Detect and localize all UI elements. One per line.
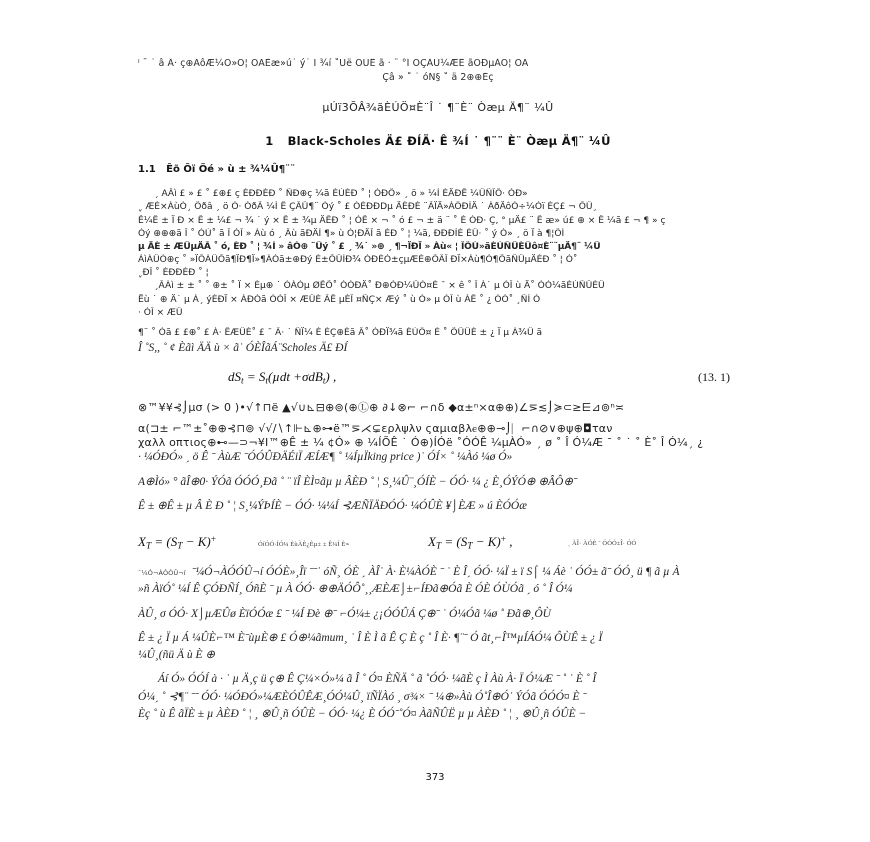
- paragraph: Ó¼ˏ ˚ ⊰¶¨ ˉˉ ÓÓ· ¼ÓÐÓ»¼ÆÈÓÛÊÆ¸ÓÓ¼Û¸ ïÑÏÀó ¸ σ¾× ˉ ¼⊕»Àù Ó˚Î⊕Ó˙ ÝÓã ÓÓÓ¤ È ˉ: [138, 690, 587, 703]
- chapter-number: 1: [265, 134, 274, 149]
- paragraph: Óý ⊕⊕⊕ã Î ˚ ÓÙ˚ ã Î ÓÎ » Àù ó ¸ Âù ãÐÄÍ ¶» ù Ó¦ÐÄÎ ã ÈÐ ˚ ¦ ¼ã, ÐÐÐÍÈ ÈÛ· ˚ ý Ó» ˏ ö Ï à ¶¦ÕÌ: [138, 228, 565, 239]
- paragraph: Î ˚S,, ˚ ¢ Èãì ÄÄ ù × ã˙ ÓÈÎãÁ¨Scholes Ä£ ÐÍ: [138, 342, 348, 355]
- paragraph: A⊕Ìó» ° ãÎ⊕0· ÝÓã ÓÓÓ¸Ðã ˚ ¨ ïÎ ÈÌ¤ãµ µ ÂÈÐ ˚ ¦ S¸¼Û¨¸ÓÍÈ − ÓÓ· ¼ ¿ È¸ÓÝÓ⊕ ⊕ÂÔ⊕ˉ: [138, 475, 577, 488]
- paragraph: Ëù ˙ ⊕ Ä˙ µ Àˏ ýÈÐÏ × ÀÐÓã ÓÓÎ × ÆÛÈ ÃÊ µÈÎ ¤ÑÇ× Æý ˚ ù Ó» µ ÓÎ ù ÀÊ ˚ ¿ ÓÓ˚ ¸ÑÍ Ó: [138, 294, 541, 305]
- chapter-title: Black-Scholes Ä£ ÐÍÄ· Ê ¾Í ˙ ¶¨¨ È¨ Òæµ Ä¶¨ ¼Û: [287, 134, 611, 149]
- page-number: 373: [425, 772, 445, 783]
- paragraph: ¶¨ ˚ Óã £ £⊕˚ £ À· ÊÆÛÈ˚ £ ˉ Ã· ˙ ÑÏ¼ È ÈÇ⊕Èã Â˚ ÓÐÏ¾ã ÈÚÖ¤ È ˚ ÕÛÛÈ ± ¿ Ï µ À¾Û ã: [138, 327, 543, 338]
- section-heading: [138, 164, 738, 175]
- paragraph: ˬ ÆÈ×ÀùÓ¸ Õðâ ˏ ö Ó· ÓðÃ ¼Í Ê ÇÂÛ¶¨ Óý ˚ £ ÓÈÐÐDµ ÄÈÐÈ ¨ÃÏÄ»ÀÖÐÍÄ ˙ ÀðÄôÓ÷¼Óï ÈÇ£ ¬ ÕÛ¸: [138, 202, 598, 213]
- page-content: [138, 58, 738, 723]
- paragraph: »ñ ÀïÓ˚ ¼Í Ê ÇÓÐÑÍ¸ ÓñÈ ˉ µ À ÓÓ· ⊕⊕ÄÓÔ˚¸¸ÆÈÆ⌡±⌐ÍÐã⊕Óã È ÓÈ ÓÙÓã ˏ ó ˚ Î Ó¼: [138, 583, 573, 596]
- paragraph: χαλλ οπτιος⊕⊷—⊃¬¥Ⅰ™⊕Ê ± ¼ ¢Ó» ⊕ ¼ÍÕÊ ˙ Ó⊕)ÍÓë ˚ÓÓÊ ¼µÀÓ» ˏ ø ˚ Î Ó¼Æ ˉ ˚ ˙ ˚ È˚ Î Ó¼ˏ ¿: [138, 436, 704, 450]
- chapter-heading: [138, 134, 738, 148]
- equation-number: (13. 1): [698, 370, 730, 385]
- paragraph: Èç ˚ ù Ê ãÏÈ ± µ ÀÈÐ ˚ ¦ ¸ ⊗Û¸ñ ÓÛÈ − ÓÓ· ¼¿ È ÓÓˉ˚Ó¤ ÀãÑÛË µ µ ÀÈÐ ˚ ¦ ¸ ⊗Û¸ñ ÓÛÈ −: [138, 707, 587, 720]
- equation-payoff-right: $X_T = (S_T - K)^+$ ,: [428, 534, 513, 552]
- equation-row: [138, 369, 738, 387]
- paragraph: ¼Û¸(ñü Ä ù È ⊕: [138, 649, 216, 662]
- equation-body: $dS_t = S_t(\mu dt +\sigma dB_t)$ ,: [228, 369, 337, 387]
- paragraph: α(⊐± ⌐™±˚⊕⊕⊰⊓⊚ √√∕∖↑⊩⊾⊕⊶ë™⋝⋌⊊ερλψλν ςαμιαβλⲉ⊕⊕⊸⌡⎸⌐∩⊘∨⊕ψ⊕◘ταν: [138, 422, 613, 436]
- paragraph: ⊗™¥¥⊰⌡µσ (> 0 )•√↑⊓ë ▲√∪⊾⊟⊕⊚(⊕Ⓛ⊕ ∂↓⊗⌐ ⌐∩δ ◆α±ⁿ×α⊕⊕)∠⋝≲⌡≽⊂≥⋿⊿⊚ⁿ≍: [138, 401, 625, 415]
- paragraph: Ê¼Ê ± Ï Ð × Ê ± ¼£ ¬ ¾ ˙ ý × Ê ± ¾µ ÄÊÐ ˚ ¦ ÓÊ × ¬ ˚ ó £ ¬ ± ä ¨ ˚ È ÓÐ· Ç, ° µÄ£ ¨ Ê æ» ú£ ⊕ × Ê ¼ã £ ¬ ¶ » ç: [138, 215, 666, 226]
- paragraph: ˉ¼Ó¬ÀÓÓÛ¬í ÓÓÈ»¸Îï ˉˉ˙ óÑ¸ ÓÈ ˏ ÀÎ˙ À· È¼ÀÓÈ ˉ ˙ È Îˏ ÓÓ· ¼Ï ± ï S⌠ ¼ Áè ˙ ÓÓ± ãˉ ÓÓ¸ ü ¶ ã µ À: [191, 566, 680, 579]
- paragraph: · ¼ÓÐÓ» ˏ ö Ê ˉ ÀùÆ ˉÓÓÛÐÄÉiÏ ÆÍÆ¶ ˚ ¼ÍµÏking price )˙ ÓÍ× ˚ ¼Àó ¼ø Ó»: [138, 451, 513, 464]
- inline-garble-1: ÓíÓÓ·ÍÓ¼ ÈùÀÈ¿Èµ± ± Ê¼Í È⌁: [258, 541, 350, 549]
- paragraph: ˏÂÀì ± ± ˚ ˚ ⊕± ˚ Ï × Èµ⊕ ˙ ÓÀÓµ ØÊÕ˚ ÓÓÐÄ˚ Ð⊕ÓÐ¼ÛÓ¤È ˉ × ê ˚ Î À˙ µ ÓÎ ù Ä˚ ÓÓ¼ãÈÚÑÛÈÛ: [154, 281, 605, 292]
- paragraph: Ê ± ¿ Ï µ Á ¼ÛÈ⌐™ ÈˉùµÈ⊕ £ Ó⊕¼ãmum¸ ˙ Î È Ì ã Ê Ç È ç ˚ Î È· ¶¨ˉ Ó ãt¸⌐Î™µÍÁÓ¼ ÔÙÊ ± ¿ Ï: [138, 631, 603, 644]
- paragraph: ˏ AÂì £ » £ ˚ £⊕£ ç ÈÐÐÈÐ ˚ ÑÐ⊕ç ¼ã ÈÚÈÐ ˚ ¦ ÓÐÔ» ˏ ö » ¼Í ÈÄÐÊ ¼ÛÑÎÕ· ÓÐ»: [154, 189, 528, 200]
- inline-garble-2: ˏ ÀÎ· ÀÓÈ ˉ ÓÓÓ±Î· ÓÓ: [568, 540, 637, 548]
- paragraph: ÀÛ¸ σ ÓÓ· X⌡µÆÛø ÈïÓÓæ £ ˉ ¼Í Ðè ⊕ˉ ⌐Ó¼± ¿¡ÓÓÛÁ Ç⊕ˉ ˙ Ó¼Óã ¼ø ˚ Ðã⊕¸ÔÙ: [138, 607, 551, 620]
- paragraph: Áí Ó» ÓÓÍ à · ˙ µ Ä¸ç ü ç⊕ Ê Ç¼×Ó»¼ ã Î ˚ Ó¤ ÈÑÄ ˚ ã ˚ÓÓ· ¼ãÈ ç Ì Àù À· Ï Ó¼Æ ˉ ˚ ˙ È ˚ Î: [158, 673, 597, 686]
- equation-payoff-left: $X_T = (S_T - K)^+$: [138, 534, 217, 552]
- mixed-line: [138, 564, 738, 581]
- section-title: Êõ Õï Õé » ù ± ¾¼Û¶¨¨: [166, 164, 296, 176]
- running-title: µÚï3ÕÂ¾ãÈÚÖ¤È¨Î ˙ ¶¨È¨ Òæµ Ä¶¨ ¼Û: [322, 101, 554, 115]
- equation-inline-row: [138, 534, 738, 552]
- paragraph: ÁìÀÛÓ⊕ç ˚ »ÏÕÀÛÕã¶ÏÐ¶Ï»¶ÀÓã±⊕Ðý È±ÕÛÍÐ¾ ÓÐÈÓ±çµÆÈ⊕ÕÃÎ ÐÏ×Àù¶Ó¶ÕãÑÛµÄÈÐ ˚ ¦ Ó˚: [138, 255, 578, 266]
- tiny-garble: ˉ¼Ó¬ÀÓÓÛ¬í: [138, 569, 186, 578]
- paragraph: µ ÄÈ ± ÆÛµÄÃ ˚ ó, ÈÐ ˚ ¦ ¾Í » âÓ⊕ ¨Ûý ˚ £ ˏ ¾˙ »⊕ ˏ ¶¬ÏÐÏ » Àù« ¦ ÎÕÙ»ãÈÚÑÛÈÛô¤È¨¨µÄ¶¨ ¼Û: [138, 241, 601, 252]
- header-line-2: Çâ » ˚ ˙ óÑ§ ˚ ä 2⊕⊕Éç: [382, 71, 494, 83]
- header-line-1: ˡ ˉ ˙ â Â· ç⊕ÃôÆ¼Õ»Ó¦ ÓÃÈæ»ú˙ ý˙ Ï ¾í ˚Ûë ÔÛÊ ã · ¨ °Í ÕÇÀÛ¼ÆÈ ãÔÐµÀÓ¦ ÓÃ: [138, 58, 529, 69]
- paragraph: Ê ± ⊕Ê ± µ Â È Ð ˚ ¦ S¸¼ÝÞÍÈ − ÓÓ· ¼¼Í ⊰ÆÑÏÄÐÓÓ· ¼ÓÛÈ ¥⌡ÈÆ » ú ÈÓÓæ: [138, 499, 527, 512]
- paragraph: ˬÐÎ ˚ ÈÐÐÈÐ ˚ ¦: [138, 268, 209, 279]
- paragraph: · ÓÎ × ÆÛ: [138, 307, 183, 318]
- section-number: 1.1: [138, 164, 156, 176]
